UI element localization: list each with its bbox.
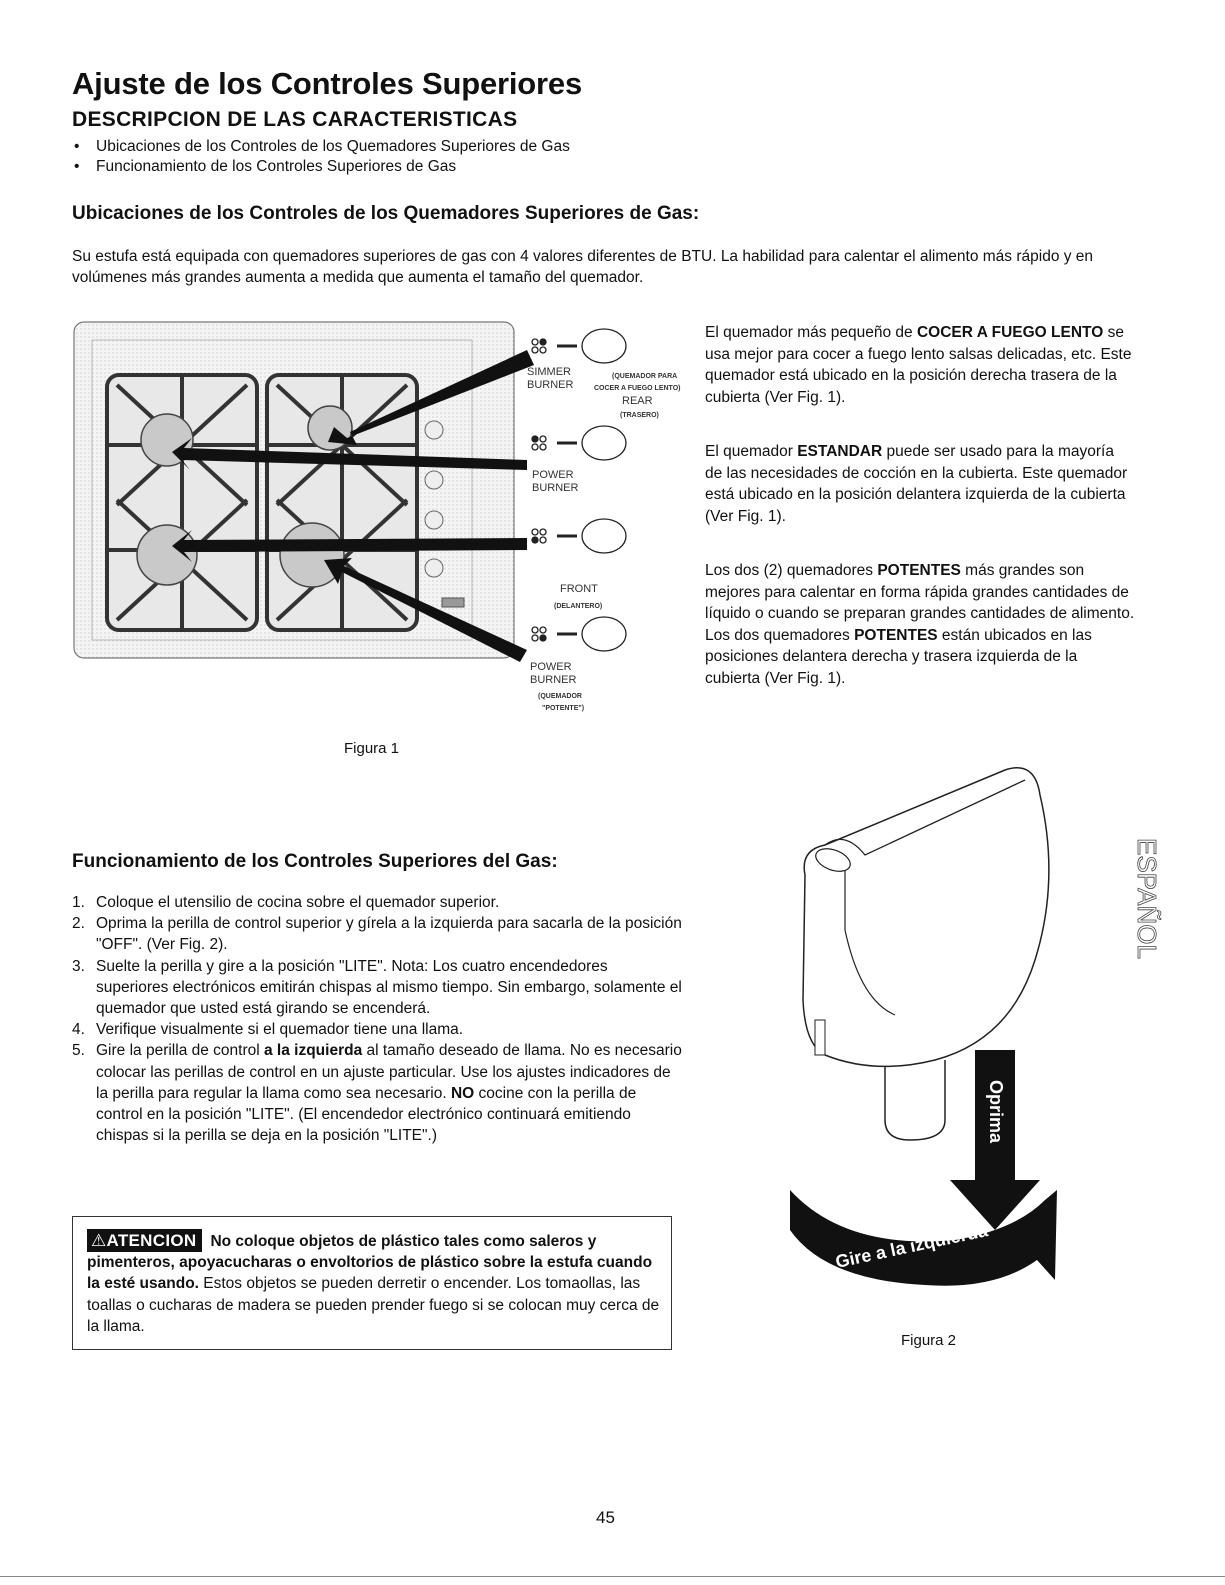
warning-triangle-icon: ⚠ <box>91 1231 107 1250</box>
step-item: 2. Oprima la perilla de control superior y gírela a la izquierda para sacarla de la posición "OFF". (Ver Fig. 2). <box>72 915 682 954</box>
label-power-burner-en: BURNER <box>532 482 579 494</box>
step-item: 4. Verifique visualmente si el quemador tiene una llama. <box>72 1021 464 1039</box>
warning-text: Estos objetos se pueden derretir o encender. Los tomaollas, las toallas o cucharas de madera se pueden prender fuego si se colocan muy cerca de la llama. <box>87 1275 660 1335</box>
label-simmer-es: (QUEMADOR PARA <box>612 373 678 380</box>
step-item: 1. Coloque el utensilio de cocina sobre el quemador superior. <box>72 894 500 911</box>
intro-paragraph: Su estufa está equipada con quemadores superiores de gas con 4 valores diferentes de BTU. La habilidad para calentar el alimento más rápido y en volúmenes más grandes aumenta a medida que aumenta el tamaño del quemador. <box>72 248 1094 286</box>
turn-label: Gire a la izquierda <box>833 1220 990 1272</box>
label-front-en: FRONT <box>560 583 598 595</box>
press-label: Oprima <box>986 1080 1006 1144</box>
warning-bold-text: No coloque objetos de plástico tales como saleros y pimenteros, apoyacucharas o envoltorios de plástico sobre la estufa cuando la esté usando. <box>87 1233 653 1293</box>
label-power-burner-en-2: BURNER <box>530 674 577 686</box>
warning-badge: ⚠ATENCION <box>87 1229 202 1252</box>
page-subtitle: DESCRIPCION DE LAS CARACTERISTICAS <box>72 108 518 131</box>
language-side-tab <box>1118 830 1162 980</box>
label-power-es-2: "POTENTE") <box>542 705 585 712</box>
section-heading-locations: Ubicaciones de los Controles de los Quemadores Superiores de Gas: <box>72 203 700 224</box>
operation-steps <box>72 892 682 1146</box>
feature-list <box>72 137 570 177</box>
step-item: 5. Gire la perilla de control a la izquierda al tamaño deseado de llama. No es necesario colocar las perillas de control en un ajuste particular. Use los ajustes indicadores de la perilla para regular la llama como sea necesario. NO cocine con la perilla de control en la posición "LITE". (El encendedor electrónico continuará emitiendo chispas si la perilla se deja en la posición "LITE".) <box>72 1042 682 1145</box>
label-simmer-burner-en: BURNER <box>527 379 574 391</box>
page-title: Ajuste de los Controles Superiores <box>72 66 582 101</box>
burner-grate-left <box>107 375 257 630</box>
step-item: 3. Suelte la perilla y gire a la posición "LITE". Nota: Los cuatro encendedores superiores electrónicos emitirán chispas al mismo tiempo. Sin embargo, solamente el quemador que usted está girando se encenderá. <box>72 957 682 1018</box>
figure-2-caption: Figura 2 <box>901 1332 957 1349</box>
simmer-burner-description: El quemador más pequeño de COCER A FUEGO LENTO se usa mejor para cocer a fuego lento salsas delicadas, etc. Este quemador está ubicado en la posición derecha trasera de la cubierta (Ver Fig. 1). <box>705 324 1132 406</box>
warning-box <box>72 1216 672 1350</box>
label-rear-es: (TRASERO) <box>620 412 659 419</box>
label-simmer-es-2: COCER A FUEGO LENTO) <box>594 385 681 392</box>
label-rear-en: REAR <box>622 395 653 407</box>
language-label: ESPAÑOL <box>1132 838 1162 959</box>
feature-list-item: • Funcionamiento de los Controles Superiores de Gas <box>72 157 570 177</box>
label-front-es: (DELANTERO) <box>554 603 603 610</box>
label-power-en: POWER <box>532 469 574 481</box>
section-heading-operation: Funcionamiento de los Controles Superiores del Gas: <box>72 851 558 872</box>
bottom-divider <box>0 1576 1225 1577</box>
knob-illustration <box>785 760 1075 1320</box>
power-burner-description: Los dos (2) quemadores POTENTES más grandes son mejores para calentar en forma rápida grandes cantidades de líquido o cuando se preparan grandes cantidades de alimento. Los dos quemadores POTENTES están ubicados en las posiciones delantera derecha y trasera izquierda de la cubierta (Ver Fig. 1). <box>705 562 1135 687</box>
control-knob <box>803 768 1049 1067</box>
cooktop-diagram <box>72 320 692 730</box>
label-power-en-2: POWER <box>530 661 572 673</box>
label-power-es: (QUEMADOR <box>538 693 582 700</box>
label-simmer-en: SIMMER <box>527 366 571 378</box>
feature-list-item: • Ubicaciones de los Controles de los Quemadores Superiores de Gas <box>72 137 570 157</box>
standard-burner-description: El quemador ESTANDAR puede ser usado para la mayoría de las necesidades de cocción en la cubierta. Este quemador está ubicado en la posición delantera izquierda de la cubierta (Ver Fig. 1). <box>705 443 1128 525</box>
page-number: 45 <box>596 1508 615 1527</box>
figure-1-caption: Figura 1 <box>344 740 400 757</box>
